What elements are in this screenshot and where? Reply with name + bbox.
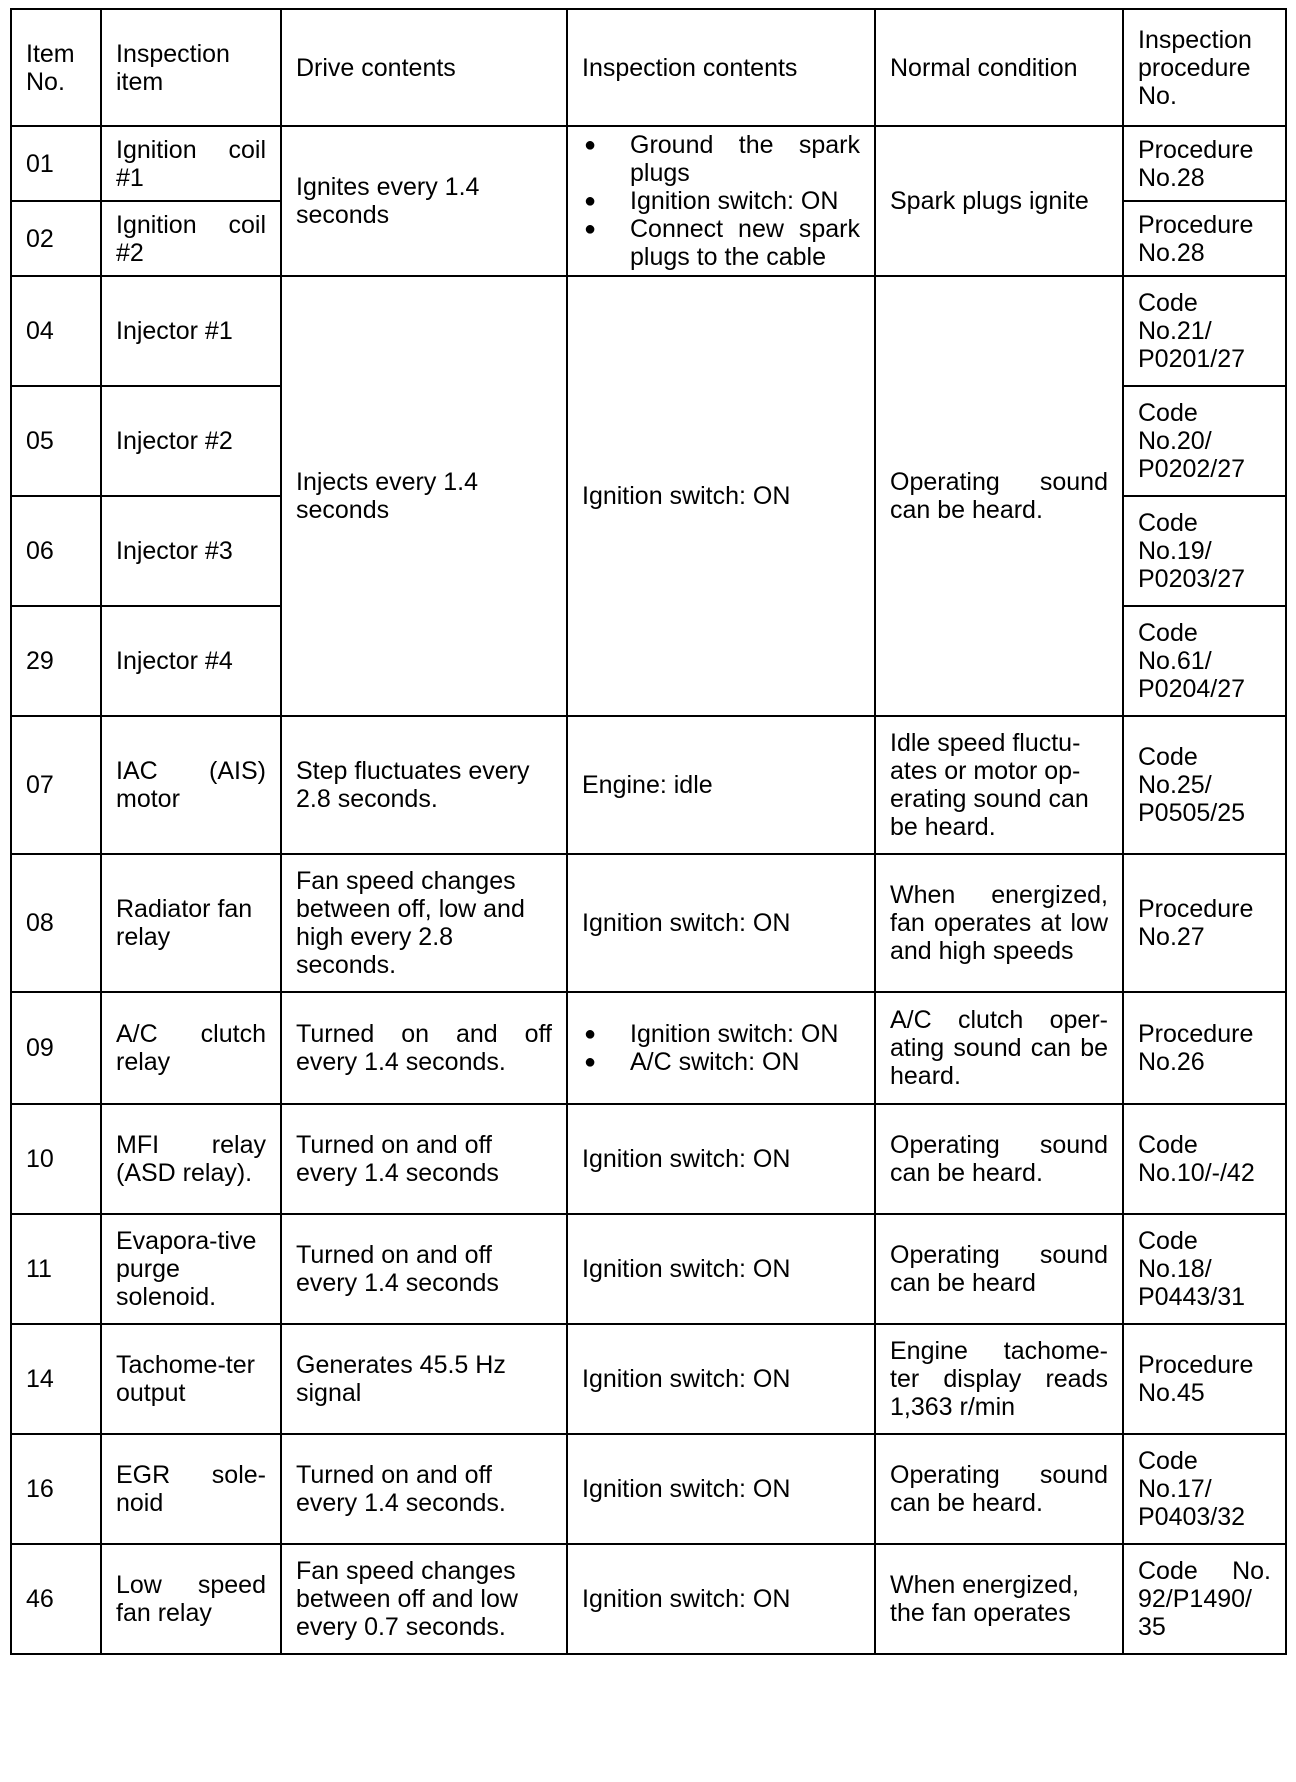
actuator-test-table [10, 8, 1287, 1655]
normal-condition-cell: Operating sound can be heard. [875, 276, 1123, 716]
item-no-cell: 07 [11, 716, 101, 854]
normal-condition-cell: Operating sound can be heard. [875, 1104, 1123, 1214]
inspection-item-cell: Injector #3 [101, 496, 281, 606]
normal-condition-cell: When energized, the fan operates [875, 1544, 1123, 1654]
table-row-07 [11, 716, 1286, 854]
inspection-table-container [10, 8, 1285, 1655]
inspection-contents-cell: Ignition switch: ON [567, 1324, 875, 1434]
procedure-cell: Procedure No.28 [1123, 126, 1286, 201]
header-row [11, 9, 1286, 126]
list-item: ● Ground the spark plugs [582, 131, 860, 187]
normal-condition-cell: Spark plugs ignite [875, 126, 1123, 276]
inspection-item-cell: Evapora-tive purge solenoid. [101, 1214, 281, 1324]
drive-contents-cell: Fan speed changes between off, low and high every 2.8 seconds. [281, 854, 567, 992]
normal-condition-cell: Operating sound can be heard [875, 1214, 1123, 1324]
procedure-cell: Procedure No.26 [1123, 992, 1286, 1104]
table-row-11 [11, 1214, 1286, 1324]
normal-condition-cell: A/C clutch oper-ating sound can be heard. [875, 992, 1123, 1104]
inspection-item-cell: Radiator fan relay [101, 854, 281, 992]
procedure-cell: Code No.10/-/42 [1123, 1104, 1286, 1214]
header-drive-contents: Drive contents [281, 9, 567, 126]
inspection-item-cell: Injector #2 [101, 386, 281, 496]
item-no-cell: 05 [11, 386, 101, 496]
procedure-cell: Code No.21/ P0201/27 [1123, 276, 1286, 386]
item-no-cell: 04 [11, 276, 101, 386]
item-no-cell: 11 [11, 1214, 101, 1324]
drive-contents-cell: Turned on and off every 1.4 seconds. [281, 1434, 567, 1544]
inspection-contents-cell: Ignition switch: ON [567, 1544, 875, 1654]
list-item: ● Connect new spark plugs to the cable [582, 215, 860, 271]
table-row-46 [11, 1544, 1286, 1654]
item-no-cell: 16 [11, 1434, 101, 1544]
item-no-cell: 09 [11, 992, 101, 1104]
procedure-cell: Code No.18/ P0443/31 [1123, 1214, 1286, 1324]
inspection-item-cell: Low speed fan relay [101, 1544, 281, 1654]
list-item: ● Ignition switch: ON [582, 187, 860, 215]
inspection-bullet-list [582, 131, 860, 271]
header-inspection-contents: Inspection contents [567, 9, 875, 126]
inspection-item-cell: Ignition coil #1 [101, 126, 281, 201]
table-row-14 [11, 1324, 1286, 1434]
header-procedure-no: Inspection procedure No. [1123, 9, 1286, 126]
table-row-16 [11, 1434, 1286, 1544]
inspection-contents-cell [567, 126, 875, 276]
item-no-cell: 06 [11, 496, 101, 606]
procedure-cell: Code No. 92/P1490/ 35 [1123, 1544, 1286, 1654]
inspection-contents-cell: Engine: idle [567, 716, 875, 854]
procedure-cell: Code No.61/ P0204/27 [1123, 606, 1286, 716]
procedure-cell: Procedure No.28 [1123, 201, 1286, 276]
item-no-cell: 14 [11, 1324, 101, 1434]
item-no-cell: 08 [11, 854, 101, 992]
procedure-cell: Procedure No.27 [1123, 854, 1286, 992]
drive-contents-cell: Turned on and off every 1.4 seconds. [281, 992, 567, 1104]
drive-contents-cell: Turned on and off every 1.4 seconds [281, 1104, 567, 1214]
normal-condition-cell: Engine tachome-ter display reads 1,363 r/min [875, 1324, 1123, 1434]
list-item: ● Ignition switch: ON [582, 1020, 860, 1048]
inspection-item-cell: Ignition coil #2 [101, 201, 281, 276]
item-no-cell: 01 [11, 126, 101, 201]
table-row-10 [11, 1104, 1286, 1214]
drive-contents-cell: Generates 45.5 Hz signal [281, 1324, 567, 1434]
item-no-cell: 02 [11, 201, 101, 276]
procedure-cell: Code No.25/ P0505/25 [1123, 716, 1286, 854]
item-no-cell: 29 [11, 606, 101, 716]
drive-contents-cell: Injects every 1.4 seconds [281, 276, 567, 716]
inspection-contents-cell: Ignition switch: ON [567, 1214, 875, 1324]
item-no-cell: 46 [11, 1544, 101, 1654]
inspection-item-cell: A/C clutch relay [101, 992, 281, 1104]
inspection-item-cell: IAC (AIS) motor [101, 716, 281, 854]
table-row-04 [11, 276, 1286, 386]
inspection-item-cell: EGR sole-noid [101, 1434, 281, 1544]
table-row-01 [11, 126, 1286, 201]
normal-condition-cell: Operating sound can be heard. [875, 1434, 1123, 1544]
table-header [11, 9, 1286, 126]
inspection-contents-cell: Ignition switch: ON [567, 276, 875, 716]
table-body [11, 126, 1286, 1654]
table-row-09 [11, 992, 1286, 1104]
drive-contents-cell: Fan speed changes between off and low every 0.7 seconds. [281, 1544, 567, 1654]
inspection-bullet-list [582, 1020, 860, 1076]
inspection-item-cell: Injector #4 [101, 606, 281, 716]
inspection-contents-cell: Ignition switch: ON [567, 1104, 875, 1214]
drive-contents-cell: Step fluctuates every 2.8 seconds. [281, 716, 567, 854]
drive-contents-cell: Turned on and off every 1.4 seconds [281, 1214, 567, 1324]
table-row-08 [11, 854, 1286, 992]
list-item: ● A/C switch: ON [582, 1048, 860, 1076]
drive-contents-cell: Ignites every 1.4 seconds [281, 126, 567, 276]
procedure-cell: Code No.20/ P0202/27 [1123, 386, 1286, 496]
procedure-cell: Code No.19/ P0203/27 [1123, 496, 1286, 606]
procedure-cell: Procedure No.45 [1123, 1324, 1286, 1434]
inspection-contents-cell: Ignition switch: ON [567, 854, 875, 992]
header-item-no: Item No. [11, 9, 101, 126]
inspection-item-cell: MFI relay (ASD relay). [101, 1104, 281, 1214]
inspection-item-cell: Tachome-ter output [101, 1324, 281, 1434]
normal-condition-cell: Idle speed fluctu-ates or motor op-erating sound can be heard. [875, 716, 1123, 854]
header-inspection-item: Inspection item [101, 9, 281, 126]
normal-condition-cell: When energized, fan operates at low and high speeds [875, 854, 1123, 992]
procedure-cell: Code No.17/ P0403/32 [1123, 1434, 1286, 1544]
inspection-contents-cell: Ignition switch: ON [567, 1434, 875, 1544]
inspection-item-cell: Injector #1 [101, 276, 281, 386]
item-no-cell: 10 [11, 1104, 101, 1214]
inspection-contents-cell [567, 992, 875, 1104]
header-normal-condition: Normal condition [875, 9, 1123, 126]
